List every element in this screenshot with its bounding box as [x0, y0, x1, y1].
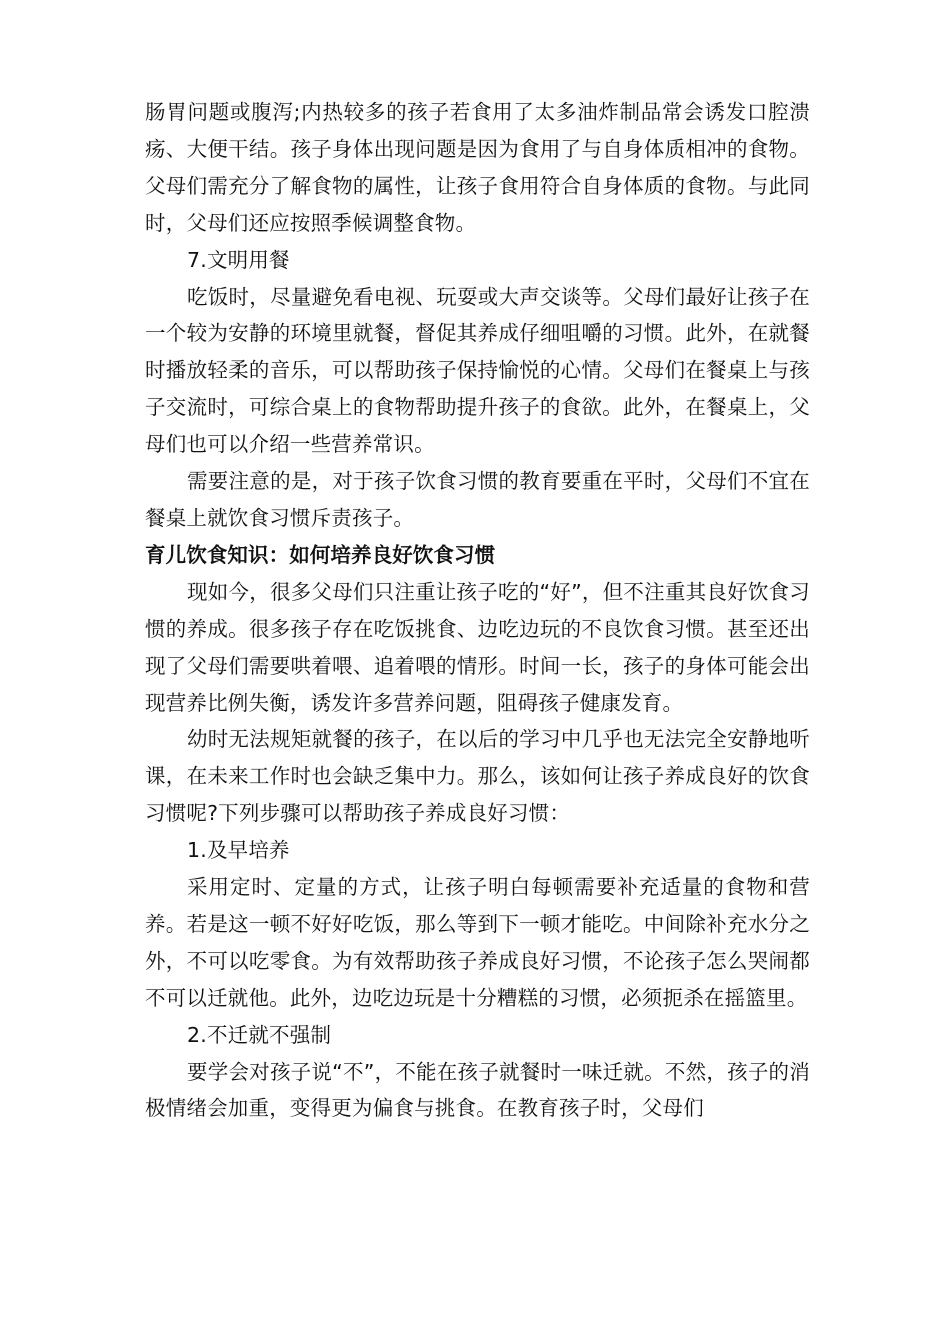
subheading-early-training: 1.及早培养	[187, 838, 290, 863]
subheading-civilized-dining: 7.文明用餐	[187, 247, 290, 272]
paragraph: 要学会对孩子说“不”，不能在孩子就餐时一味迁就。不然，孩子的消极情绪会加重，变得更为偏食与挑食。在教育孩子时，父母们	[145, 1059, 810, 1121]
paragraph: 吃饭时，尽量避免看电视、玩耍或大声交谈等。父母们最好让孩子在一个较为安静的环境里就餐，督促其养成仔细咀嚼的习惯。此外，在就餐时播放轻柔的音乐，可以帮助孩子保持愉悦的心情。父母们在餐桌上与孩子交流时，可综合桌上的食物帮助提升孩子的食欲。此外，在餐桌上，父母们也可以介绍一些营养常识。	[145, 284, 810, 457]
paragraph: 幼时无法规矩就餐的孩子，在以后的学习中几乎也无法完全安静地听课，在未来工作时也会缺乏集中力。那么，该如何让孩子养成良好的饮食习惯呢?下列步骤可以帮助孩子养成良好习惯：	[145, 727, 810, 826]
document-body	[145, 94, 810, 1127]
paragraph: 肠胃问题或腹泻;内热较多的孩子若食用了太多油炸制品常会诱发口腔溃疡、大便干结。孩子身体出现问题是因为食用了与自身体质相冲的食物。父母们需充分了解食物的属性，让孩子食用符合自身体质的食物。与此同时，父母们还应按照季候调整食物。	[145, 100, 810, 235]
paragraph: 现如今，很多父母们只注重让孩子吃的“好”，但不注重其良好饮食习惯的养成。很多孩子存在吃饭挑食、边吃边玩的不良饮食习惯。甚至还出现了父母们需要哄着喂、追着喂的情形。时间一长，孩子的身体可能会出现营养比例失衡，诱发许多营养问题，阻碍孩子健康发育。	[145, 579, 810, 715]
section-heading: 育儿饮食知识：如何培养良好饮食习惯	[145, 542, 496, 567]
paragraph: 需要注意的是，对于孩子饮食习惯的教育要重在平时，父母们不宜在餐桌上就饮食习惯斥责孩子。	[145, 469, 810, 530]
subheading-no-indulge-no-force: 2.不迁就不强制	[187, 1022, 332, 1047]
paragraph: 采用定时、定量的方式，让孩子明白每顿需要补充适量的食物和营养。若是这一顿不好好吃饭，那么等到下一顿才能吃。中间除补充水分之外，不可以吃零食。为有效帮助孩子养成良好习惯，不论孩子怎么哭闹都不可以迁就他。此外，边吃边玩是十分糟糕的习惯，必须扼杀在摇篮里。	[145, 875, 810, 1010]
